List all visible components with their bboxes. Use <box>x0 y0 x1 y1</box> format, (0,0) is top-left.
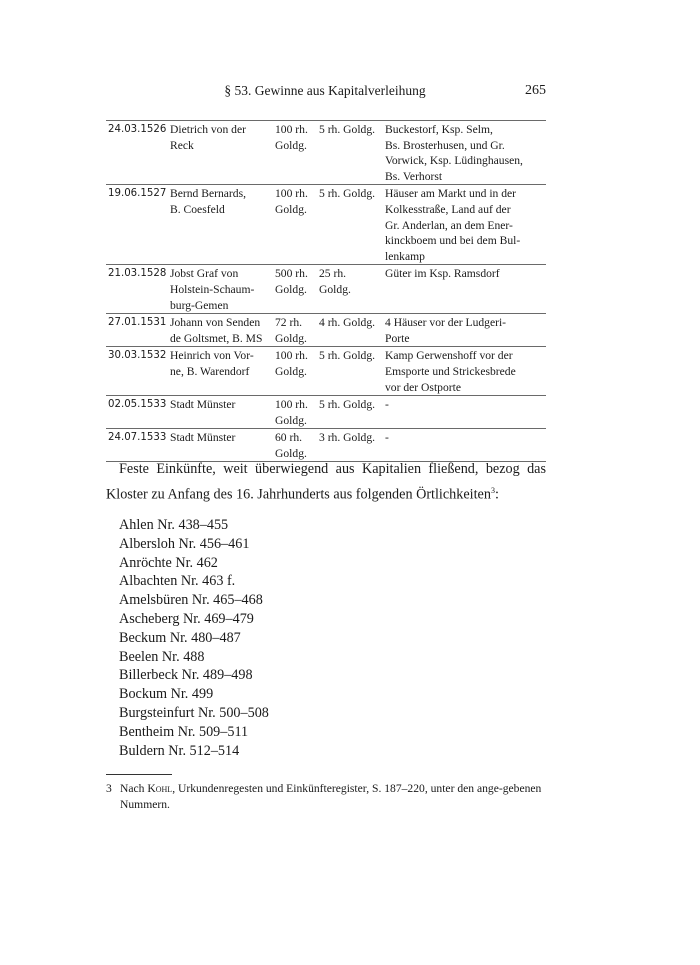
cell-date-line: 24.03.1526 <box>108 124 167 135</box>
cell-interest-line: 25 rh. <box>319 267 347 281</box>
place-item: Albachten Nr. 463 f. <box>119 573 236 590</box>
cell-location-line: Emsporte und Strickesbrede <box>385 364 516 378</box>
cell-location-line: kinckboem und bei dem Bul- <box>385 234 521 248</box>
cell-location <box>385 314 546 347</box>
cell-amount-line: 100 rh. <box>275 349 308 363</box>
cell-amount-line: Goldg. <box>275 202 307 216</box>
table-row <box>106 347 546 396</box>
table-row <box>106 185 546 265</box>
cell-location-line: vor der Ostporte <box>385 380 461 394</box>
cell-date-line: 24.07.1533 <box>108 432 167 444</box>
cell-date <box>106 314 168 347</box>
place-list <box>119 516 269 760</box>
cell-date-line: 19.06.1527 <box>108 188 167 200</box>
cell-date <box>106 429 168 462</box>
cell-interest <box>319 429 385 462</box>
cell-amount-line: Goldg. <box>275 282 307 296</box>
table-row <box>106 314 546 347</box>
place-item: Bentheim Nr. 509–511 <box>119 723 249 740</box>
cell-amount-line: Goldg. <box>275 413 307 427</box>
cell-amount-line: Goldg. <box>275 364 307 378</box>
cell-date-line: 21.03.1528 <box>108 268 167 280</box>
cell-amount <box>275 314 319 347</box>
cell-location-line: Bs. Verhorst <box>385 169 443 183</box>
cell-amount-line: 100 rh. <box>275 123 308 136</box>
place-item: Burgsteinfurt Nr. 500–508 <box>119 704 269 721</box>
paragraph-end: : <box>494 486 499 503</box>
cell-date-line: 30.03.1532 <box>108 350 167 362</box>
footnote-author: Kohl <box>147 782 173 795</box>
cell-lender-line: B. Coesfeld <box>170 202 225 216</box>
cell-amount-line: 100 rh. <box>275 187 308 201</box>
cell-lender-line: Bernd Bernards, <box>170 187 246 201</box>
place-item: Beckum Nr. 480–487 <box>119 629 241 646</box>
cell-lender-line: Holstein-Schaum- <box>170 282 255 296</box>
footnote-number: 3 <box>106 782 112 795</box>
cell-lender-line: Reck <box>170 138 194 152</box>
page-title: § 53. Gewinne aus Kapitalverleihung <box>224 83 426 98</box>
cell-interest-line: 5 rh. Goldg. <box>319 123 376 136</box>
cell-lender-line: Dietrich von der <box>170 123 246 136</box>
cell-location <box>385 121 546 185</box>
cell-location <box>385 429 546 462</box>
place-item: Albersloh Nr. 456–461 <box>119 535 250 552</box>
cell-date-line: 02.05.1533 <box>108 399 167 411</box>
cell-location-line: 4 Häuser vor der Ludgeri- <box>385 316 507 330</box>
place-item: Bockum Nr. 499 <box>119 686 214 703</box>
cell-amount <box>275 121 319 185</box>
cell-lender-line: Stadt Münster <box>170 431 236 445</box>
cell-date <box>106 265 168 314</box>
cell-lender <box>168 429 275 462</box>
table-row <box>106 396 546 429</box>
cell-interest <box>319 265 385 314</box>
cell-lender <box>168 185 275 265</box>
cell-lender-line: Jobst Graf von <box>170 267 239 281</box>
cell-amount <box>275 265 319 314</box>
cell-date <box>106 121 168 185</box>
cell-amount <box>275 347 319 396</box>
cell-lender <box>168 121 275 185</box>
footnote-divider <box>106 774 172 775</box>
cell-interest <box>319 185 385 265</box>
body-paragraph <box>106 459 546 506</box>
cell-date <box>106 185 168 265</box>
cell-location-line: Gr. Anderlan, an dem Ener- <box>385 218 513 232</box>
cell-interest <box>319 396 385 429</box>
cell-interest-line: 5 rh. Goldg. <box>319 349 376 363</box>
footnote-ref[interactable]: 3 <box>490 486 495 495</box>
cell-amount-line: 60 rh. <box>275 431 303 445</box>
cell-amount-line: 72 rh. <box>275 316 303 330</box>
cell-lender <box>168 347 275 396</box>
place-item: Billerbeck Nr. 489–498 <box>119 667 253 684</box>
cell-location-line: - <box>385 431 389 445</box>
cell-interest <box>319 347 385 396</box>
table-row <box>106 121 546 185</box>
cell-location <box>385 347 546 396</box>
footnote-body: , Urkundenregesten und Einkünfteregister, S. 187–220, unter den ange-gebenen Nummern. <box>120 782 542 811</box>
place-item: Beelen Nr. 488 <box>119 648 205 665</box>
cell-interest-line: Goldg. <box>319 282 351 296</box>
cell-location <box>385 185 546 265</box>
cell-location-line: Vorwick, Ksp. Lüdinghausen, <box>385 154 523 168</box>
footnote-prefix: Nach <box>120 782 148 795</box>
cell-location-line: Kamp Gerwenshoff vor der <box>385 349 513 363</box>
cell-interest-line: 3 rh. Goldg. <box>319 431 376 445</box>
running-head <box>105 83 545 103</box>
place-item: Ahlen Nr. 438–455 <box>119 517 229 533</box>
table-row <box>106 265 546 314</box>
cell-lender-line: ne, B. Warendorf <box>170 364 250 378</box>
page-number: 265 <box>525 83 546 98</box>
paragraph-text: Feste Einkünfte, weit überwiegend aus Kapitalien fließend, bezog das Kloster zu Anfang des 16. Jahrhunderts aus folgenden Örtlichkeiten <box>106 461 546 503</box>
cell-amount-line: 500 rh. <box>275 267 308 281</box>
cell-location-line: Porte <box>385 331 410 345</box>
cell-location-line: Häuser am Markt und in der <box>385 187 517 201</box>
cell-amount <box>275 396 319 429</box>
cell-interest <box>319 121 385 185</box>
place-item: Anröchte Nr. 462 <box>119 554 218 571</box>
cell-date <box>106 347 168 396</box>
cell-location-line: Kolkesstraße, Land auf der <box>385 202 511 216</box>
cell-interest <box>319 314 385 347</box>
cell-location <box>385 265 546 314</box>
cell-location-line: - <box>385 398 389 412</box>
cell-lender-line: Johann von Senden <box>170 316 261 330</box>
footnote-text <box>120 781 548 813</box>
cell-lender <box>168 396 275 429</box>
cell-lender-line: burg-Gemen <box>170 298 229 312</box>
cell-lender <box>168 265 275 314</box>
cell-date-line: 27.01.1531 <box>108 317 167 329</box>
cell-lender-line: Heinrich von Vor- <box>170 349 254 363</box>
cell-interest-line: 5 rh. Goldg. <box>319 187 376 201</box>
cell-amount <box>275 429 319 462</box>
cell-interest-line: 5 rh. Goldg. <box>319 398 376 412</box>
cell-location <box>385 396 546 429</box>
place-item: Amelsbüren Nr. 465–468 <box>119 592 263 609</box>
cell-location-line: Buckestorf, Ksp. Selm, <box>385 123 493 136</box>
cell-date <box>106 396 168 429</box>
place-item: Buldern Nr. 512–514 <box>119 742 240 759</box>
cell-amount <box>275 185 319 265</box>
cell-amount-line: Goldg. <box>275 446 307 460</box>
cell-amount-line: Goldg. <box>275 331 307 345</box>
footnote <box>106 781 548 813</box>
cell-lender-line: de Goltsmet, B. MS <box>170 331 263 345</box>
cell-interest-line: 4 rh. Goldg. <box>319 316 376 330</box>
cell-location-line: lenkamp <box>385 249 425 263</box>
cell-lender <box>168 314 275 347</box>
cell-amount-line: 100 rh. <box>275 398 308 412</box>
loan-table <box>106 120 546 462</box>
cell-amount-line: Goldg. <box>275 138 307 152</box>
cell-location-line: Güter im Ksp. Ramsdorf <box>385 267 500 281</box>
cell-lender-line: Stadt Münster <box>170 398 236 412</box>
place-item: Ascheberg Nr. 469–479 <box>119 610 254 627</box>
cell-location-line: Bs. Brosterhusen, und Gr. <box>385 138 505 152</box>
table-row <box>106 429 546 462</box>
